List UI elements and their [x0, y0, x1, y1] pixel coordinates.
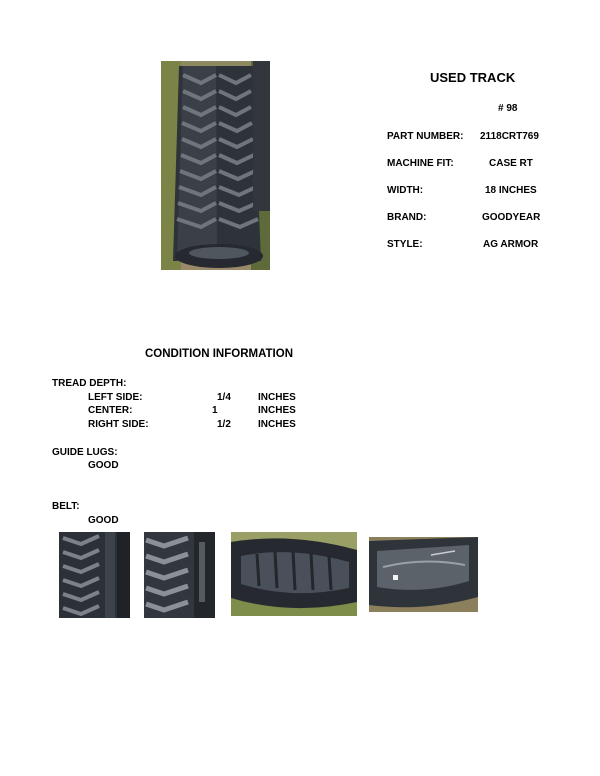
- tread-left-label: LEFT SIDE:: [88, 392, 143, 403]
- spec-label-machine-fit: MACHINE FIT:: [387, 158, 454, 169]
- detail-photo-tread-left: [59, 532, 130, 618]
- tread-center-label: CENTER:: [88, 405, 133, 416]
- spec-label-width: WIDTH:: [387, 185, 424, 196]
- tread-depth-label: TREAD DEPTH:: [52, 378, 127, 389]
- guide-lugs-label: GUIDE LUGS:: [52, 447, 118, 458]
- detail-photo-tread-right: [144, 532, 215, 618]
- belt-label: BELT:: [52, 501, 80, 512]
- guide-lugs-value: GOOD: [88, 460, 119, 471]
- detail-photo-sidewall-label: [369, 537, 478, 612]
- spec-value-brand: GOODYEAR: [482, 212, 541, 223]
- spec-label-style: STYLE:: [387, 239, 423, 250]
- tread-right-value: 1/2: [217, 419, 231, 430]
- belt-value: GOOD: [88, 515, 119, 526]
- tread-center-unit: INCHES: [258, 405, 296, 416]
- stock-number: # 98: [498, 103, 518, 114]
- tread-right-label: RIGHT SIDE:: [88, 419, 149, 430]
- spec-value-style: AG ARMOR: [483, 239, 539, 250]
- condition-heading: CONDITION INFORMATION: [145, 348, 293, 360]
- spec-label-brand: BRAND:: [387, 212, 427, 223]
- detail-photo-track-side: [231, 532, 357, 616]
- spec-value-part-number: 2118CRT769: [480, 131, 539, 142]
- tread-right-unit: INCHES: [258, 419, 296, 430]
- page-title: USED TRACK: [430, 70, 516, 85]
- tread-left-unit: INCHES: [258, 392, 296, 403]
- spec-label-part-number: PART NUMBER:: [387, 131, 464, 142]
- spec-value-width: 18 INCHES: [485, 185, 537, 196]
- tread-left-value: 1/4: [217, 392, 231, 403]
- tread-center-value: 1: [212, 405, 218, 416]
- main-track-photo: [161, 61, 270, 270]
- spec-value-machine-fit: CASE RT: [489, 158, 533, 169]
